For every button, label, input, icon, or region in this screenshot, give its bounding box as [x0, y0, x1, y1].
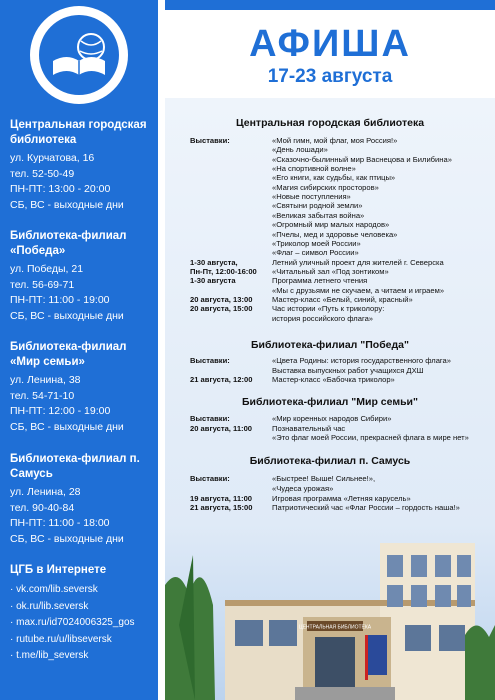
event-date-label: 21 августа, 15:00: [190, 503, 253, 513]
event-date-label: 20 августа, 15:00: [190, 304, 253, 314]
event-text: «Мир коренных народов Сибири»: [272, 414, 392, 423]
branch-phone: тел. 90-40-84: [10, 501, 75, 514]
section-title-mir-semyi: Библиотека-филиал "Мир семьи": [242, 396, 418, 408]
event-text: «Магия сибирских просторов»: [272, 182, 379, 192]
event-text: «Чудеса урожая»: [272, 483, 334, 493]
branch-mir-semyi: [10, 340, 155, 435]
branch-name: Центральная городская библиотека: [10, 119, 147, 146]
book-globe-icon: [39, 15, 119, 95]
event-text: Летний уличный проект для жителей г. Северска: [272, 257, 444, 267]
section-title-pobeda: Библиотека-филиал "Победа": [250, 339, 410, 351]
event-text: «Триколор моей России»: [272, 238, 361, 248]
branch-hours: ПН-ПТ: 11:00 - 18:00: [10, 517, 110, 529]
event-text: Патриотический час «Флаг России – гордость наша!»: [272, 503, 460, 513]
branch-hours: ПН-ПТ: 12:00 - 19:00: [10, 405, 111, 417]
event-text: «Быстрее! Выше! Сильнее!»,: [272, 474, 376, 483]
page-title: АФИША: [249, 23, 411, 65]
branch-days-off: СБ, ВС - выходные дни: [10, 309, 124, 322]
top-accent-bar: [165, 0, 495, 10]
branch-samus: [10, 452, 155, 547]
branch-hours: ПН-ПТ: 13:00 - 20:00: [10, 183, 111, 195]
event-date-label: 20 августа, 11:00: [190, 423, 253, 433]
internet-links: [10, 563, 155, 665]
event-text: «Читальный зал «Под зонтиком»: [272, 266, 389, 276]
branch-address: ул. Победы, 21: [10, 263, 84, 275]
branch-name: Библиотека-филиал п. Самусь: [10, 453, 140, 480]
building-sign: ЦЕНТРАЛЬНАЯ БИБЛИОТЕКА: [298, 624, 372, 631]
branch-days-off: СБ, ВС - выходные дни: [10, 198, 124, 211]
library-building-photo: [165, 525, 495, 700]
event-text: «Святыни родной земли»: [272, 201, 363, 211]
date-range: 17-23 августа: [267, 66, 393, 87]
branch-name: Библиотека-филиал «Победа»: [10, 230, 127, 257]
event-text: Час истории «Путь к триколору:: [272, 304, 385, 314]
link-vk[interactable]: · vk.com/lib.seversk: [10, 582, 155, 599]
event-text: «Его книги, как судьбы, как птицы»: [272, 173, 396, 183]
section-title-samus: Библиотека-филиал п. Самусь: [249, 455, 411, 467]
event-date-label: 20 августа, 13:00: [190, 294, 253, 304]
link-rutube[interactable]: · rutube.ru/u/libseversk: [10, 632, 155, 649]
event-text: «Великая забытая война»: [272, 210, 365, 220]
event-text: Выставка выпускных работ учащихся ДХШ: [272, 365, 424, 375]
branch-address: ул. Ленина, 28: [10, 486, 81, 498]
event-date-label: 19 августа, 11:00: [190, 493, 253, 503]
event-date-label: Выставки:: [190, 136, 230, 145]
event-text: «День лошади»: [272, 145, 328, 155]
event-date-label: Выставки:: [190, 414, 230, 423]
event-text: «Сказочно-былинный мир Васнецова и Билибина»: [272, 154, 452, 164]
branch-phone: тел. 56-69-71: [10, 278, 75, 291]
branch-days-off: СБ, ВС - выходные дни: [10, 420, 124, 433]
event-text: «Это флаг моей России, прекрасней флага в мире нет»: [272, 433, 469, 443]
link-telegram[interactable]: · t.me/lib_seversk: [10, 648, 155, 665]
event-text: «Мы с друзьями не скучаем, а читаем и играем»: [272, 285, 445, 295]
branch-hours: ПН-ПТ: 11:00 - 19:00: [10, 294, 110, 306]
internet-title: ЦГБ в Интернете: [10, 564, 107, 576]
event-date-label: Выставки:: [190, 356, 230, 365]
event-text: Мастер-класс «Бабочка триколор»: [272, 375, 395, 385]
branch-central: [10, 118, 155, 213]
branch-address: ул. Курчатова, 16: [10, 152, 95, 164]
section-title-central: Центральная городская библиотека: [235, 117, 425, 129]
event-text: Игровая программа «Летняя карусель»: [272, 493, 411, 503]
event-date-label: 1-30 августа,: [190, 257, 238, 267]
branch-phone: тел. 54-71-10: [10, 389, 75, 402]
event-date-label: Пн-Пт, 12:00-16:00: [190, 266, 257, 276]
sidebar: [0, 0, 158, 700]
event-text: «Новые поступления»: [272, 192, 351, 202]
event-text: «Мой гимн, мой флаг, моя Россия!»: [272, 136, 398, 145]
event-text: «Цвета Родины: история государственного флага»: [272, 356, 451, 365]
branch-pobeda: [10, 229, 155, 324]
link-ok[interactable]: · ok.ru/lib.seversk: [10, 599, 155, 616]
event-text: «Флаг – символ России»: [272, 248, 359, 258]
event-date-label: 21 августа, 12:00: [190, 375, 253, 385]
event-text: Программа летнего чтения: [272, 276, 368, 286]
event-date-label: 1-30 августа: [190, 276, 236, 286]
event-text: «Пчелы, мед и здоровье человека»: [272, 229, 398, 239]
branch-address: ул. Ленина, 38: [10, 374, 81, 386]
event-text: «Огромный мир малых народов»: [272, 220, 390, 230]
branch-phone: тел. 52-50-49: [10, 167, 75, 180]
event-date-label: Выставки:: [190, 474, 230, 483]
branch-name: Библиотека-филиал «Мир семьи»: [10, 341, 127, 368]
event-text: история российского флага»: [272, 313, 374, 323]
event-text: Мастер-класс «Белый, синий, красный»: [272, 294, 413, 304]
event-text: Познавательный час: [272, 423, 346, 433]
link-max[interactable]: · max.ru/id7024006325_gos: [10, 615, 155, 632]
event-text: «На спортивной волне»: [272, 164, 356, 174]
branch-days-off: СБ, ВС - выходные дни: [10, 532, 124, 545]
library-logo: [30, 6, 128, 104]
